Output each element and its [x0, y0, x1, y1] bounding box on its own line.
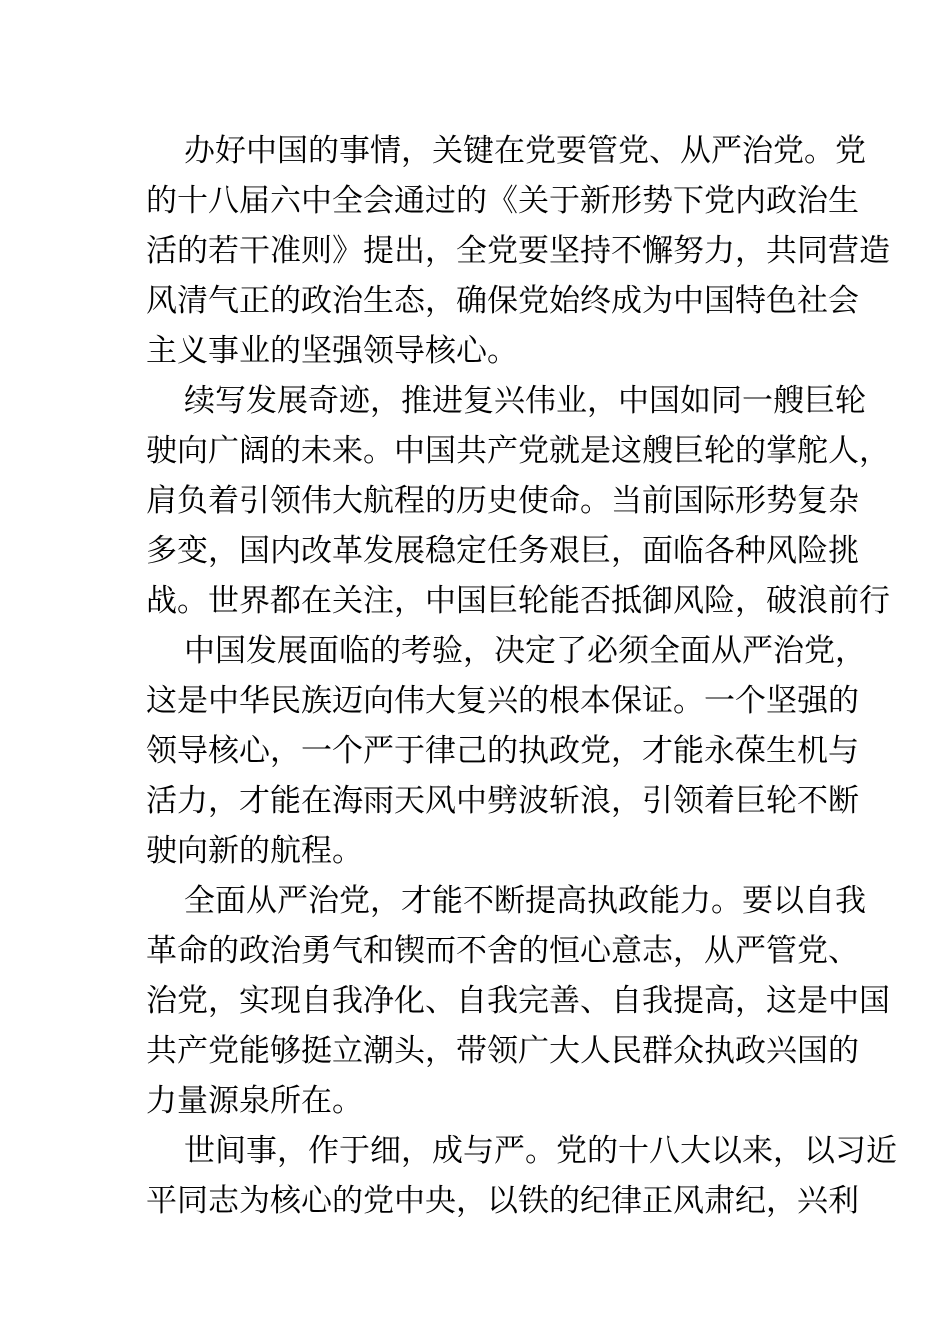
text-line: 办好中国的事情，关键在党要管党、从严治党。党	[184, 133, 866, 169]
text-line: 这是中华民族迈向伟大复兴的根本保证。一个坚强的	[146, 683, 859, 719]
text-line: 战。世界都在关注，中国巨轮能否抵御风险，破浪前行	[146, 583, 890, 619]
text-line: 革命的政治勇气和锲而不舍的恒心意志，从严管党、	[146, 933, 859, 969]
text-line: 续写发展奇迹，推进复兴伟业，中国如同一艘巨轮	[184, 383, 866, 419]
text-line: 驶向新的航程。	[146, 833, 363, 869]
text-line: 多变，国内改革发展稳定任务艰巨，面临各种风险挑	[146, 533, 859, 569]
text-line: 活力，才能在海雨天风中劈波斩浪，引领着巨轮不断	[146, 783, 859, 819]
text-line: 世间事，作于细，成与严。党的十八大以来，以习近	[184, 1133, 897, 1169]
text-line: 主义事业的坚强领导核心。	[146, 333, 518, 369]
text-line: 驶向广阔的未来。中国共产党就是这艘巨轮的掌舵人，	[146, 433, 890, 469]
text-line: 全面从严治党，才能不断提高执政能力。要以自我	[184, 883, 866, 919]
text-line: 的十八届六中全会通过的《关于新形势下党内政治生	[146, 183, 859, 219]
text-line: 肩负着引领伟大航程的历史使命。当前国际形势复杂	[146, 483, 859, 519]
text-line: 力量源泉所在。	[146, 1083, 363, 1119]
text-line: 活的若干准则》提出，全党要坚持不懈努力，共同营造	[146, 233, 890, 269]
text-line: 共产党能够挺立潮头，带领广大人民群众执政兴国的	[146, 1033, 859, 1069]
text-line: 平同志为核心的党中央，以铁的纪律正风肃纪，兴利	[146, 1183, 859, 1219]
text-line: 治党，实现自我净化、自我完善、自我提高，这是中国	[146, 983, 890, 1019]
text-line: 中国发展面临的考验，决定了必须全面从严治党，	[184, 633, 866, 669]
text-line: 领导核心，一个严于律己的执政党，才能永葆生机与	[146, 733, 859, 769]
text-line: 风清气正的政治生态，确保党始终成为中国特色社会	[146, 283, 859, 319]
